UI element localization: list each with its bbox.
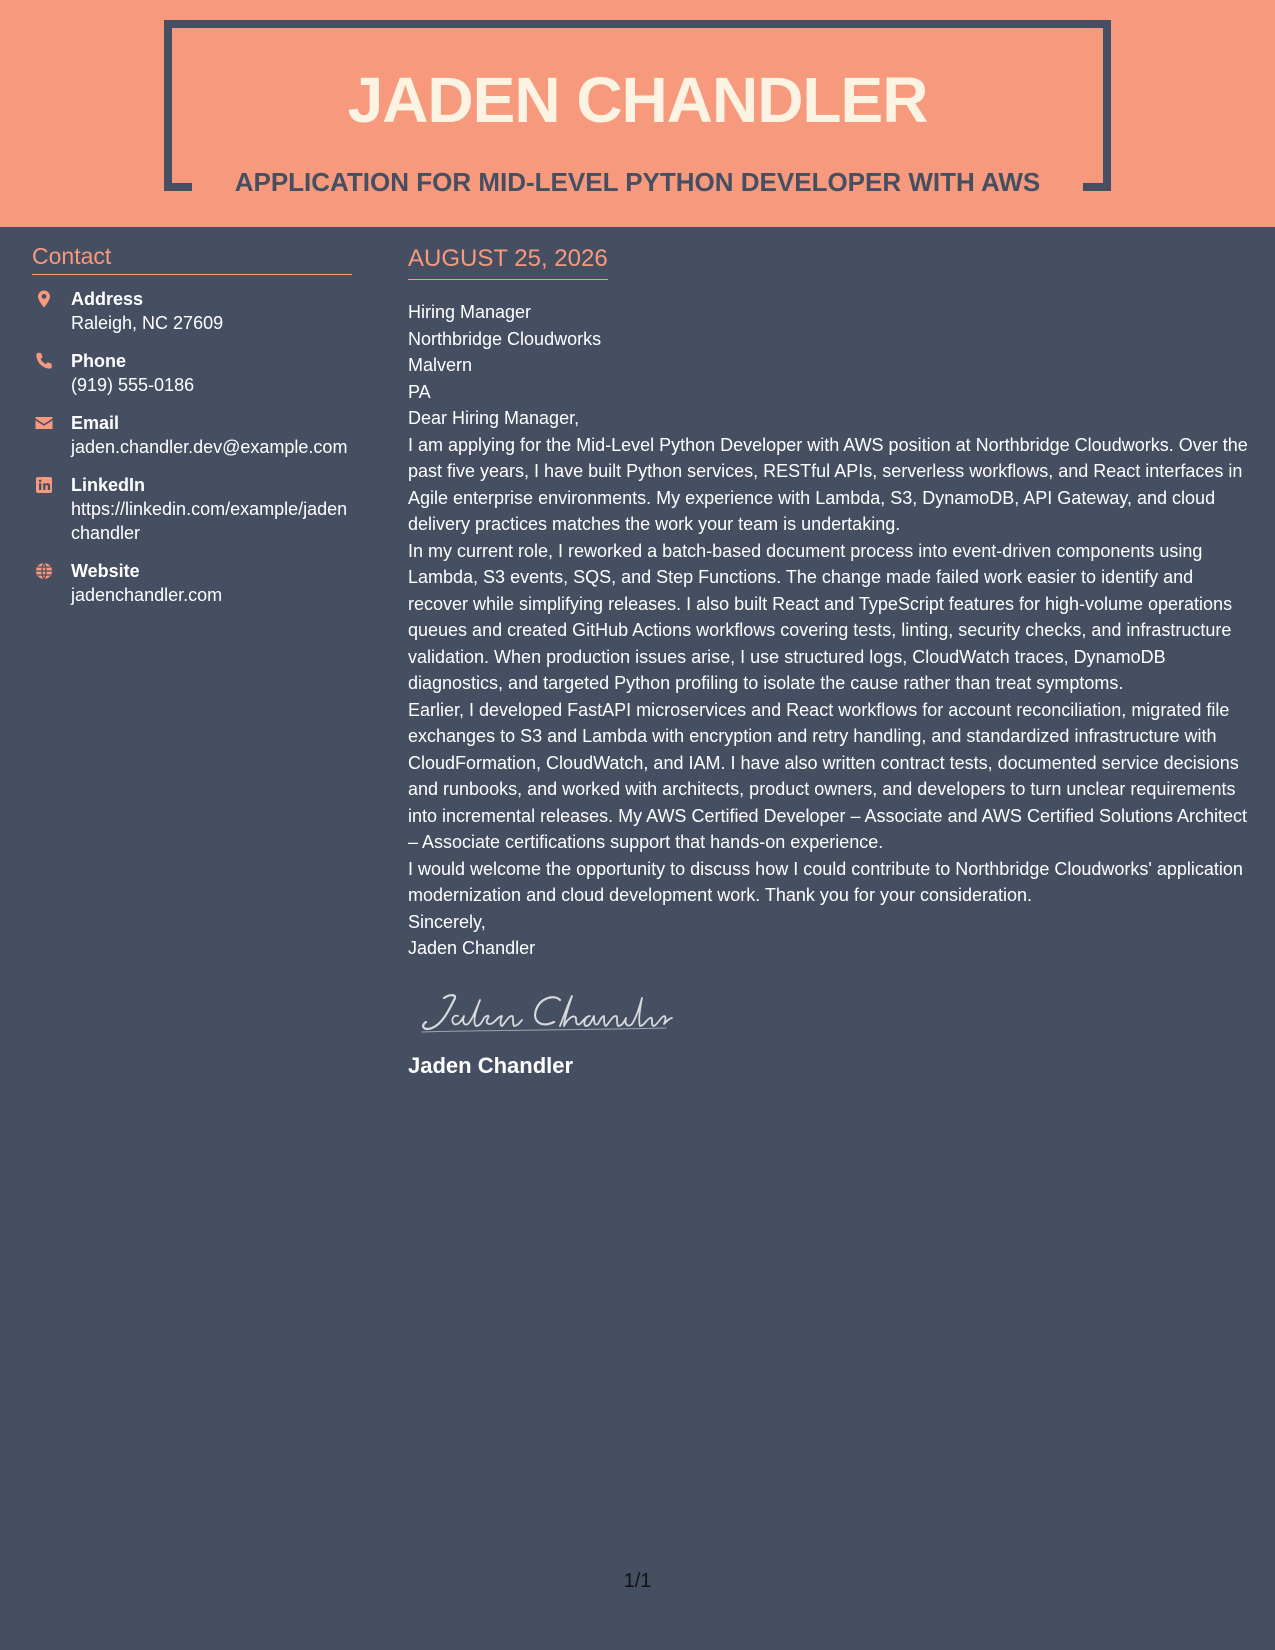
applicant-name: JADEN CHANDLER (347, 64, 928, 136)
contact-label: Phone (71, 351, 127, 371)
contact-label: Website (71, 561, 140, 581)
closing: Sincerely, (408, 911, 486, 932)
paragraph: I am applying for the Mid-Level Python Developer with AWS position at Northbridge Cloudworks. Over the past five years, I have built Python services, RESTful APIs, serverless workflows, and React interfaces in Agile enterprise environments. My experience with Lambda, S3, DynamoDB, API Gateway, and cloud delivery practices matches the work your team is undertaking. (408, 434, 1248, 534)
address-value: Raleigh, NC 27609 (71, 313, 224, 333)
paragraph: I would welcome the opportunity to discuss how I could contribute to Northbridge Cloudworks' application modernization and cloud development work. Thank you for your consideration. (408, 858, 1243, 905)
contact-heading: Contact (32, 240, 352, 275)
letter-body (408, 243, 1250, 1080)
recipient-block (408, 299, 1250, 405)
email-value: jaden.chandler.dev@example.com (71, 437, 348, 457)
contact-item-email (32, 411, 352, 459)
recipient-line: Malvern (408, 355, 473, 375)
signature-block-name: Jaden Chandler (408, 1052, 574, 1078)
website-value: jadenchandler.com (71, 585, 223, 605)
letter-text (408, 405, 1250, 962)
signature-image (414, 986, 674, 1038)
header-banner (0, 0, 1275, 227)
contact-item-website (32, 559, 352, 607)
recipient-line: Northbridge Cloudworks (408, 328, 602, 349)
phone-icon (34, 351, 54, 371)
handwritten-signature (414, 986, 1250, 1038)
contact-sidebar (32, 240, 352, 621)
recipient-line: Hiring Manager (408, 302, 532, 322)
paragraph: In my current role, I reworked a batch-based document process into event-driven components using Lambda, S3 events, SQS, and Step Functions. The change made failed work easier to identify and recover while simplifying releases. I also built React and TypeScript features for high-volume operations queues and created GitHub Actions workflows covering tests, linting, security checks, and infrastructure validation. When production issues arise, I use structured logs, CloudWatch traces, DynamoDB diagnostics, and targeted Python profiling to isolate the cause rather than treat symptoms. (408, 540, 1233, 693)
page-number: 1/1 (623, 1570, 652, 1592)
location-pin-icon (34, 289, 54, 309)
contact-item-linkedin (32, 473, 352, 545)
linkedin-value: https://linkedin.com/example/jadenchandler (71, 499, 348, 543)
contact-item-phone (32, 349, 352, 397)
contact-label: Email (71, 413, 120, 433)
envelope-icon (34, 413, 54, 433)
contact-label: LinkedIn (71, 475, 146, 495)
paragraph: Earlier, I developed FastAPI microservices and React workflows for account reconciliation, migrated file exchanges to S3 and Lambda with encryption and retry handling, and standardized infrastructure with CloudFormation, CloudWatch, and IAM. I have also written contract tests, documented service decisions and runbooks, and worked with architects, product owners, and developers to turn unclear requirements into incremental releases. My AWS Certified Developer – Associate and AWS Certified Solutions Architect – Associate certifications support that hands-on experience. (408, 699, 1248, 852)
recipient-line: PA (408, 381, 431, 402)
linkedin-icon (34, 475, 54, 495)
application-title: APPLICATION FOR MID-LEVEL PYTHON DEVELOPER WITH AWS (234, 167, 1041, 197)
contact-item-address (32, 287, 352, 335)
phone-value: (919) 555-0186 (71, 375, 195, 395)
typed-name: Jaden Chandler (408, 938, 536, 958)
letter-date: AUGUST 25, 2026 (408, 243, 608, 280)
globe-icon (34, 561, 54, 581)
contact-label: Address (71, 289, 144, 309)
salutation: Dear Hiring Manager, (408, 408, 580, 428)
